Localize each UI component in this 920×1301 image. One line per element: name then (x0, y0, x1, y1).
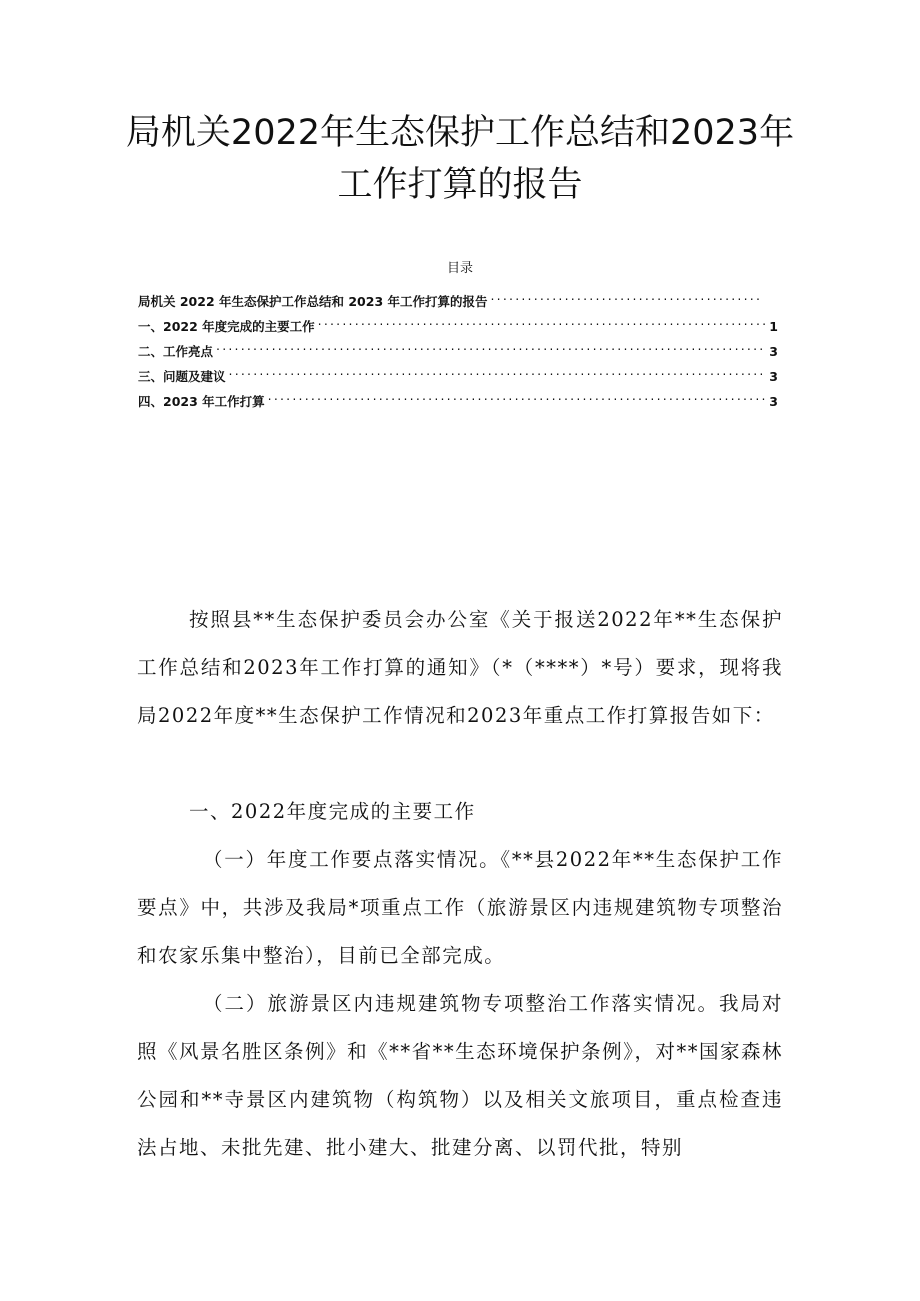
toc-entry[interactable] (138, 311, 778, 336)
toc-entry-label: 一、2022 年度完成的主要工作 (138, 319, 315, 334)
document-title-line-1: 局机关2022年生态保护工作总结和2023年 (125, 113, 795, 153)
table-of-contents (138, 286, 778, 411)
document-title-line-2: 工作打算的报告 (337, 165, 583, 205)
toc-entry-label: 三、问题及建议 (138, 369, 226, 384)
toc-entry-page: 3 (769, 344, 778, 359)
body-paragraph: （一）年度工作要点落实情况。《**县2022年**生态保护工作要点》中，共涉及我局*项重点工作（旅游景区内违规建筑物专项整治和农家乐集中整治），目前已全部完成。 (137, 848, 783, 967)
toc-entry-page: 1 (769, 319, 778, 334)
toc-leader-dots (491, 286, 764, 306)
toc-entry[interactable] (138, 361, 778, 386)
toc-entry-label: 局机关 2022 年生态保护工作总结和 2023 年工作打算的报告 (138, 294, 488, 309)
toc-entry-page: 3 (769, 369, 778, 384)
toc-entry[interactable] (138, 336, 778, 361)
section-heading: 一、2022年度完成的主要工作 (189, 800, 476, 823)
toc-entry-label: 四、2023 年工作打算 (138, 394, 265, 409)
toc-leader-dots (216, 336, 766, 356)
toc-leader-dots (318, 311, 767, 331)
toc-leader-dots (229, 361, 767, 381)
toc-entry-label: 二、工作亮点 (138, 344, 214, 359)
toc-leader-dots (268, 386, 767, 406)
toc-entry[interactable] (138, 286, 766, 311)
toc-heading: 目录 (446, 261, 473, 276)
toc-entry[interactable] (138, 386, 778, 411)
toc-entry-page: 3 (769, 394, 778, 409)
body-paragraph: （二）旅游景区内违规建筑物专项整治工作落实情况。我局对照《风景名胜区条例》和《**省**生态环境保护条例》，对**国家森林公园和**寺景区内建筑物（构筑物）以及相关文旅项目，重点检查违法占地、未批先建、批小建大、批建分离、以罚代批，特别 (137, 992, 783, 1159)
intro-paragraph: 按照县**生态保护委员会办公室《关于报送2022年**生态保护工作总结和2023年工作打算的通知》（*（****）*号）要求，现将我局2022年度**生态保护工作情况和2023年重点工作打算报告如下： (137, 608, 783, 727)
